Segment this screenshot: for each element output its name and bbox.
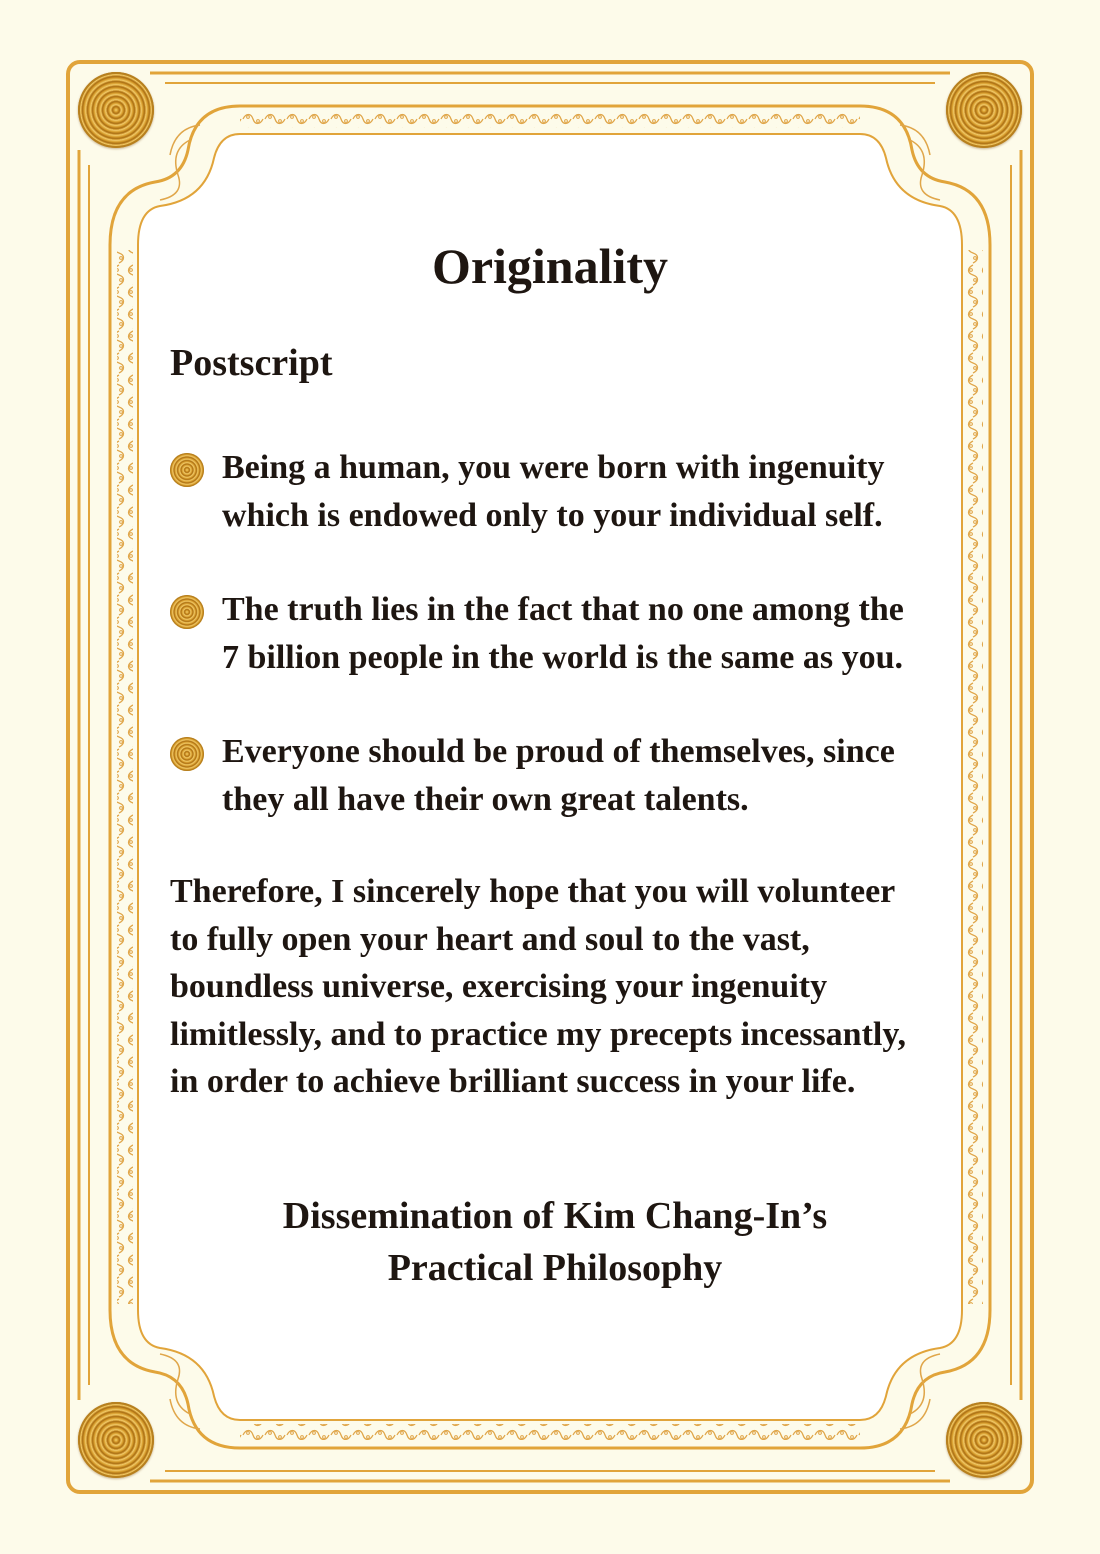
- bullet-text: [222, 586, 952, 682]
- bullet-text: [222, 444, 952, 540]
- bullet-line: Everyone should be proud of themselves, since: [222, 733, 895, 770]
- bullet-line: The truth lies in the fact that no one among the: [222, 591, 904, 628]
- gold-medallion-icon: [946, 1402, 1022, 1478]
- bullet-line: which is endowed only to your individual self.: [222, 497, 883, 534]
- closing-line: Therefore, I sincerely hope that you will volunteer: [170, 873, 896, 910]
- gold-bullet-icon: [170, 595, 204, 629]
- bullet-line: they all have their own great talents.: [222, 781, 749, 818]
- section-heading: Postscript: [170, 342, 333, 384]
- closing-line: boundless universe, exercising your ingenuity: [170, 968, 828, 1005]
- closing-paragraph: [170, 868, 960, 1106]
- closing-line: in order to achieve brilliant success in your life.: [170, 1063, 856, 1100]
- gold-medallion-icon: [78, 1402, 154, 1478]
- gold-medallion-icon: [78, 72, 154, 148]
- closing-line: to fully open your heart and soul to the vast,: [170, 920, 810, 958]
- gold-bullet-icon: [170, 453, 204, 487]
- page-title: Originality: [431, 238, 669, 294]
- signature-line: Dissemination of Kim Chang-In’s: [282, 1195, 828, 1237]
- signature-block: [0, 1190, 1100, 1294]
- bullet-text: [222, 728, 952, 824]
- closing-line: limitlessly, and to practice my precepts incessantly,: [170, 1015, 906, 1053]
- gold-bullet-icon: [170, 737, 204, 771]
- gold-medallion-icon: [946, 72, 1022, 148]
- bullet-line: 7 billion people in the world is the same as you.: [222, 639, 904, 676]
- signature-line: Practical Philosophy: [387, 1247, 723, 1289]
- bullet-line: Being a human, you were born with ingenuity: [222, 449, 885, 486]
